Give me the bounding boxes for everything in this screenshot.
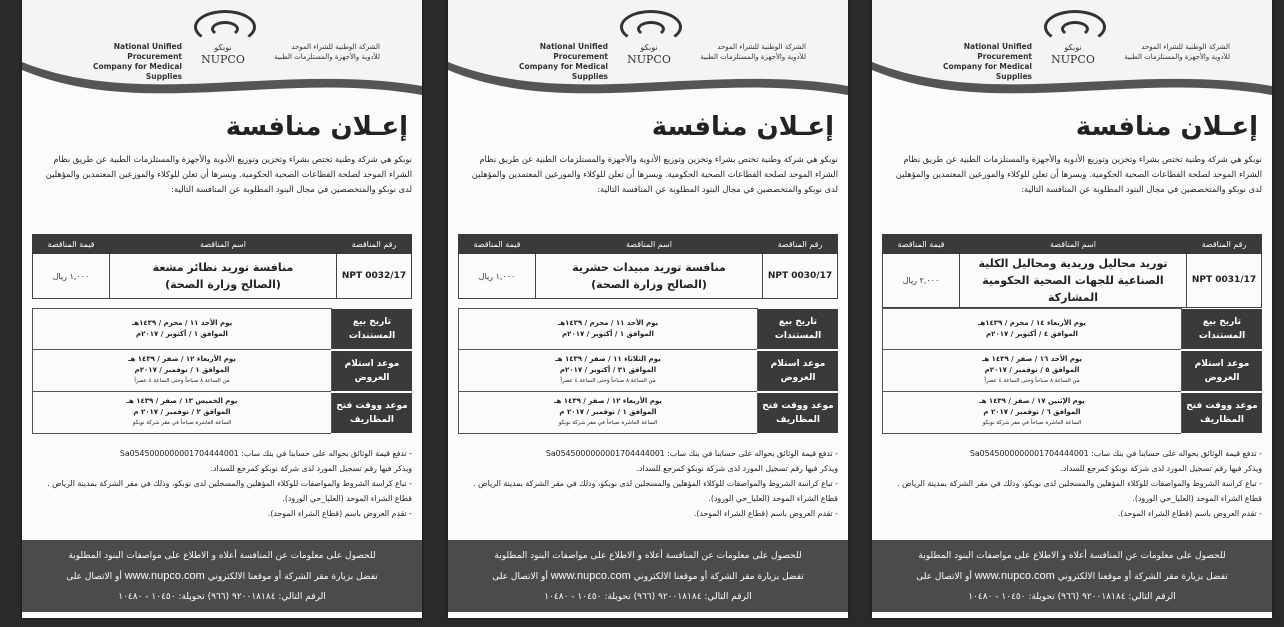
open-date: يوم الإثنين ١٧ / صفر / ١٤٣٩ هـ الموافق ٦ / نوفمبر / ٢٠١٧ م الساعة العاشرة صباحاً في مقر شركة نوبكو — [883, 392, 1182, 434]
notes: - تدفع قيمة الوثائق بحواله على حسابنا في بنك ساب: Sa0545000000001704444001 ويذكر فيها رقم تسجيل المورد لدى شركة نوبكو كمرجع للسداد. - تباع كراسة الشروط والمواصفات للوكلاء المؤهلين والمسجلين لدى نوبكو، وذلك في مقر الشركة بمدينة الرياض . قطاع الشراء الموحد (العليا_حي الورود). - تقدم العروض باسم (قطاع الشراء الموحد). — [473, 449, 838, 518]
tender-code: NPT 0031/17 — [1187, 254, 1262, 308]
header-price: قيمة المناقصة — [883, 235, 960, 254]
table-row — [883, 392, 1263, 434]
header-name: اسم المناقصة — [960, 235, 1187, 254]
dates-table — [32, 308, 412, 435]
tender-table — [882, 234, 1262, 308]
nupco-logo-icon — [1044, 10, 1106, 44]
company-brand: نوبكو NUPCO — [201, 43, 245, 66]
sheet-header — [448, 0, 848, 118]
announcement-title: إعـلان منافسة — [1075, 112, 1258, 142]
receive-label: موعد استلام العروض — [758, 350, 839, 392]
sheet-header — [22, 0, 422, 118]
website-link[interactable]: www.nupco.com — [124, 570, 205, 582]
table-row — [33, 309, 413, 350]
docs-label: تاريخ بيع المستندات — [758, 309, 839, 350]
company-name-ar: الشركة الوطنية للشراء الموحد للأدوية والأجهزة والمستلزمات الطبية — [274, 43, 380, 61]
company-name-ar: الشركة الوطنية للشراء الموحد للأدوية والأجهزة والمستلزمات الطبية — [700, 43, 806, 61]
tender-announcement-sheet — [872, 0, 1272, 618]
tender-table — [458, 234, 838, 299]
company-name-en: National Unified Procurement Company for Medical Supplies — [92, 42, 182, 81]
header-code: رقم المناقصة — [337, 235, 412, 254]
table-row — [33, 350, 413, 392]
dates-table — [882, 308, 1262, 435]
table-row — [33, 254, 412, 299]
tender-name: منافسة توريد نظائر مشعة (الصالح وزارة الصحة) — [110, 254, 337, 299]
sheet-header — [872, 0, 1272, 118]
docs-date: يوم الأحد ١١ / محرم / ١٤٣٩هـ الموافق ١ / أكتوبر / ٢٠١٧م — [33, 309, 332, 350]
tender-price: ١,٠٠٠ ريال — [459, 254, 536, 299]
tender-name: منافسة توريد مبيدات حشرية (الصالح وزارة الصحة) — [536, 254, 763, 299]
header-code: رقم المناقصة — [763, 235, 838, 254]
header-name: اسم المناقصة — [536, 235, 763, 254]
tender-announcement-sheet — [22, 0, 422, 618]
table-row — [883, 350, 1263, 392]
docs-label: تاريخ بيع المستندات — [1182, 309, 1263, 350]
table-row — [33, 392, 413, 434]
announcement-title: إعـلان منافسة — [651, 112, 834, 142]
company-brand: نوبكو NUPCO — [1051, 43, 1095, 66]
tender-name: توريد محاليل وريدية ومحاليل الكلية الصناعية للجهات الصحية الحكومية المشاركة — [960, 254, 1187, 308]
company-name-en: National Unified Procurement Company for Medical Supplies — [942, 42, 1032, 81]
contact-footer: للحصول على معلومات عن المنافسة أعلاه و الاطلاع على مواصفات البنود المطلوبة تفضل بزيارة مقر الشركة أو موقعنا الالكتروني www.nupco.com أو الاتصال على الرقم التالي: ٩٢٠٠١٨١٨٤ (٩٦٦) تحويلة: ١٠٤٥٠ - ١٠٤٨٠ — [22, 540, 422, 612]
header-name: اسم المناقصة — [110, 235, 337, 254]
website-link[interactable]: www.nupco.com — [974, 570, 1055, 582]
table-row — [459, 309, 839, 350]
open-label: موعد ووقت فتح المظاريف — [332, 392, 413, 434]
company-name-en: National Unified Procurement Company for Medical Supplies — [518, 42, 608, 81]
table-row — [883, 309, 1263, 350]
open-label: موعد ووقت فتح المظاريف — [758, 392, 839, 434]
header-price: قيمة المناقصة — [33, 235, 110, 254]
table-row — [459, 392, 839, 434]
receive-date: يوم الأربعاء ١٢ / صفر / ١٤٣٩ هـ الموافق ١ / نوفمبر / ٢٠١٧م من الساعة ٨ صباحاً وحتى الساعة ٤ عصراً — [33, 350, 332, 392]
dates-table — [458, 308, 838, 435]
nupco-logo-icon — [194, 10, 256, 44]
receive-label: موعد استلام العروض — [1182, 350, 1263, 392]
tender-code: NPT 0032/17 — [337, 254, 412, 299]
header-price: قيمة المناقصة — [459, 235, 536, 254]
docs-date: يوم الأربعاء ١٤ / محرم / ١٤٣٩هـ الموافق ٤ / أكتوبر / ٢٠١٧م — [883, 309, 1182, 350]
tender-price: ١,٠٠٠ ريال — [33, 254, 110, 299]
tender-table — [32, 234, 412, 299]
receive-label: موعد استلام العروض — [332, 350, 413, 392]
tender-price: ٢,٠٠٠ ريال — [883, 254, 960, 308]
notes: - تدفع قيمة الوثائق بحواله على حسابنا في بنك ساب: Sa0545000000001704444001 ويذكر فيها رقم تسجيل المورد لدى شركة نوبكو كمرجع للسداد. - تباع كراسة الشروط والمواصفات للوكلاء المؤهلين والمسجلين لدى نوبكو، وذلك في مقر الشركة بمدينة الرياض . قطاع الشراء الموحد (العليا_حي الورود). - تقدم العروض باسم (قطاع الشراء الموحد). — [47, 449, 412, 518]
contact-footer: للحصول على معلومات عن المنافسة أعلاه و الاطلاع على مواصفات البنود المطلوبة تفضل بزيارة مقر الشركة أو موقعنا الالكتروني www.nupco.com أو الاتصال على الرقم التالي: ٩٢٠٠١٨١٨٤ (٩٦٦) تحويلة: ١٠٤٥٠ - ١٠٤٨٠ — [872, 540, 1272, 612]
tender-announcement-sheet — [448, 0, 848, 618]
nupco-logo-icon — [620, 10, 682, 44]
contact-footer: للحصول على معلومات عن المنافسة أعلاه و الاطلاع على مواصفات البنود المطلوبة تفضل بزيارة مقر الشركة أو موقعنا الالكتروني www.nupco.com أو الاتصال على الرقم التالي: ٩٢٠٠١٨١٨٤ (٩٦٦) تحويلة: ١٠٤٥٠ - ١٠٤٨٠ — [448, 540, 848, 612]
website-link[interactable]: www.nupco.com — [550, 570, 631, 582]
intro-paragraph: نوبكو هي شركة وطنية تختص بشراء وتخزين وتوزيع الأدوية والأجهزة والمستلزمات الطبية عن طريق نظام الشراء الموحد لصلحة القطاعات الصحية الحكومية. ويسرها أن تعلن للوكلاء والموزعين المعتمدين والمؤهلين لدى نوبكو والمتخصصين في مجال البنود المطلوبة عن المنافسة التالية: — [45, 154, 412, 194]
docs-date: يوم الأحد ١١ / محرم / ١٤٣٩هـ الموافق ١ / أكتوبر / ٢٠١٧م — [459, 309, 758, 350]
announcement-title: إعـلان منافسة — [225, 112, 408, 142]
intro-paragraph: نوبكو هي شركة وطنية تختص بشراء وتخزين وتوزيع الأدوية والأجهزة والمستلزمات الطبية عن طريق نظام الشراء الموحد لصلحة القطاعات الصحية الحكومية. ويسرها أن تعلن للوكلاء والموزعين المعتمدين والمؤهلين لدى نوبكو والمتخصصين في مجال البنود المطلوبة عن المنافسة التالية: — [471, 154, 838, 194]
open-date: يوم الخميس ١٣ / صفر / ١٤٣٩ هـ الموافق ٢ / نوفمبر / ٢٠١٧ م الساعة العاشرة صباحاً في مقر شركة نوبكو — [33, 392, 332, 434]
docs-label: تاريخ بيع المستندات — [332, 309, 413, 350]
notes: - تدفع قيمة الوثائق بحواله على حسابنا في بنك ساب: Sa0545000000001704444001 ويذكر فيها رقم تسجيل المورد لدى شركة نوبكو كمرجع للسداد. - تباع كراسة الشروط والمواصفات للوكلاء المؤهلين والمسجلين لدى نوبكو، وذلك في مقر الشركة بمدينة الرياض . قطاع الشراء الموحد (العليا_حي الورود). - تقدم العروض باسم (قطاع الشراء الموحد). — [897, 449, 1262, 518]
company-name-ar: الشركة الوطنية للشراء الموحد للأدوية والأجهزة والمستلزمات الطبية — [1124, 43, 1230, 61]
intro-paragraph: نوبكو هي شركة وطنية تختص بشراء وتخزين وتوزيع الأدوية والأجهزة والمستلزمات الطبية عن طريق نظام الشراء الموحد لصلحة القطاعات الصحية الحكومية. ويسرها أن تعلن للوكلاء والموزعين المعتمدين والمؤهلين لدى نوبكو والمتخصصين في مجال البنود المطلوبة عن المنافسة التالية: — [895, 154, 1262, 194]
tender-code: NPT 0030/17 — [763, 254, 838, 299]
receive-date: يوم الثلاثاء ١١ / صفر / ١٤٣٩ هـ الموافق ٣١ / أكتوبر / ٢٠١٧م من الساعة ٨ صباحاً وحتى الساعة ٤ عصراً — [459, 350, 758, 392]
table-row — [459, 350, 839, 392]
open-date: يوم الأربعاء ١٢ / صفر / ١٤٣٩ هـ الموافق ١ / نوفمبر / ٢٠١٧ م الساعة العاشرة صباحاً في مقر شركة نوبكو — [459, 392, 758, 434]
company-brand: نوبكو NUPCO — [627, 43, 671, 66]
table-row — [459, 254, 838, 299]
receive-date: يوم الأحد ١٦ / صفر / ١٤٣٩ هـ الموافق ٥ / نوفمبر / ٢٠١٧م من الساعة ٨ صباحاً وحتى الساعة ٤ عصراً — [883, 350, 1182, 392]
header-code: رقم المناقصة — [1187, 235, 1262, 254]
table-row — [883, 254, 1262, 308]
open-label: موعد ووقت فتح المظاريف — [1182, 392, 1263, 434]
